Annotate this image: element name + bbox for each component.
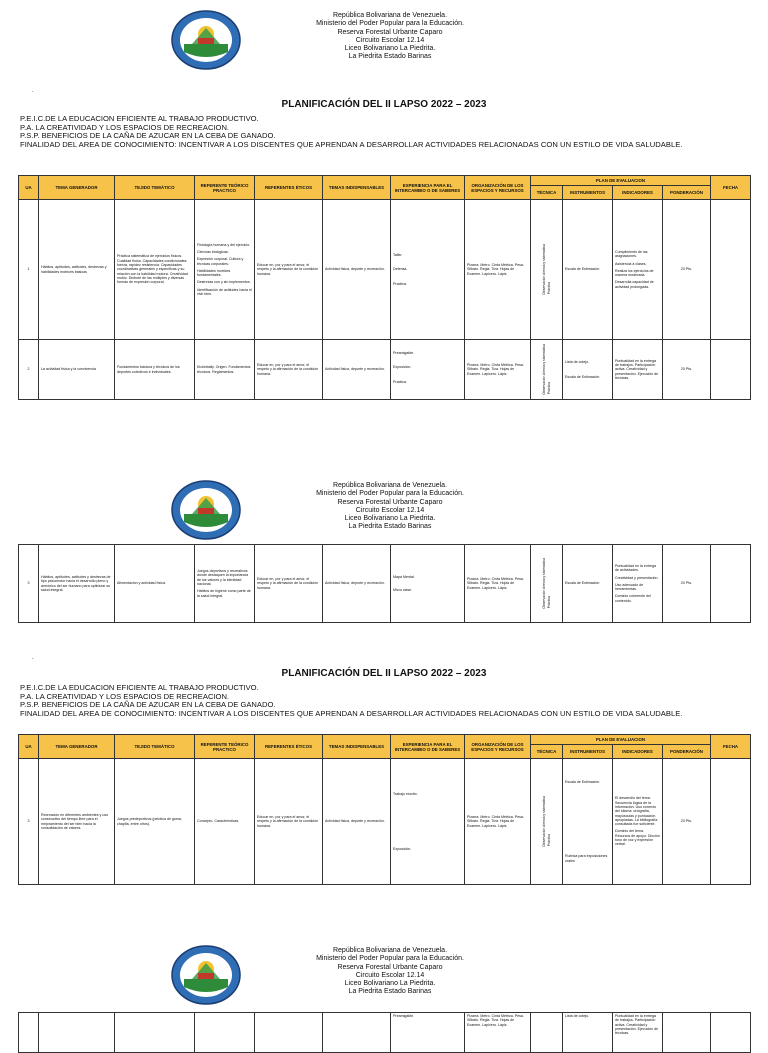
institution-line: Circuito Escolar 12.14 <box>355 971 425 979</box>
cell-experiencia: Preamigable. <box>391 1013 465 1053</box>
cell-eticos: Educar en, por y para el amor, el respeto y la afirmación de la condición humana. <box>255 759 323 885</box>
school-logo-emblem <box>170 943 242 1007</box>
cell-ponderacion: 20 Pts. <box>663 759 711 885</box>
teorico-item: Juegos deportivos y recreativos donde destaquen la importancia de los valores y la identidad nacional. <box>197 569 249 586</box>
indicador-item: Uso adecuado de herramientas. <box>615 582 644 592</box>
experiencia-item: Mapa Mental. <box>393 575 415 580</box>
cell-fecha <box>711 200 751 340</box>
indicador-item: Dominio coherente del contenido. <box>615 594 651 603</box>
cell-fecha <box>711 1013 751 1053</box>
indicador-item: Dominio del tema. Recursos de apoyo. Dicción tono de voz y expresión verbal. <box>615 829 660 847</box>
cell-ua: 1 <box>19 200 39 340</box>
cell-tejido: Juegos predeportivos (pelotica de goma, chapita, entre otros). <box>115 759 195 885</box>
page-title: PLANIFICACIÓN DEL II LAPSO 2022 – 2023 <box>281 668 487 679</box>
cell-experiencia <box>391 545 465 623</box>
cell-eticos: Educar en, por y para el amor, el respeto y la afirmación de la condición humana. <box>255 340 323 400</box>
cell-ua: 2 <box>19 340 39 400</box>
header-ua: UA <box>19 735 39 759</box>
cell-tecnica <box>531 340 563 400</box>
experiencia-item: Practica. <box>393 379 407 384</box>
institution-line: Liceo Bolivariano La Piedrita. <box>344 45 436 53</box>
cell-teorico: Concepto. Características <box>195 759 255 885</box>
psp-line: P.S.P. BENEFICIOS DE LA CAÑA DE AZUCAR EN LA CEBA DE GANADO. <box>20 700 276 710</box>
institution-line: Circuito Escolar 12.14 <box>355 506 425 514</box>
institution-line: Liceo Bolivariano La Piedrita. <box>344 515 436 523</box>
institution-text <box>290 482 490 532</box>
teorico-item: Ciencias biológicas. <box>197 249 229 254</box>
header-plan: PLAN DE EVALUACION <box>531 176 711 186</box>
cell-instrumentos: Lista de cotejo. <box>563 1013 613 1053</box>
header-indicadores: INDICADORES <box>613 186 663 200</box>
tecnica-text: Observación directa y sistemática <box>541 243 546 295</box>
cell-recursos: Pizarra. Metro. Cinta Métrica. Pesa. Silbato. Regla. Tiza. Hojas de Examen. Lapicero. Lápiz. <box>465 1013 531 1053</box>
cell-tecnica <box>531 200 563 340</box>
finalidad-line: FINALIDAD DEL AREA DE CONOCIMIENTO: INCENTIVAR A LOS DISCENTES QUE APRENDAN A DESARROLLAR ACTIVIDADES RELACIONADAS CON UN ESTILO DE VIDA SALUDABLE. <box>20 708 683 718</box>
cell-temas <box>323 1013 391 1053</box>
planning-meta <box>20 115 750 149</box>
institution-line: Reserva Forestal Urbante Caparo <box>337 28 443 36</box>
experiencia-item: Practica. <box>393 281 407 286</box>
cell-tema: Recreación en diferentes ambientes y uso constructivo del tiempo libre para el mejoramiento del ser bien hacia la consolidación de valores. <box>39 759 115 885</box>
cell-eticos: Educar en, por y para el amor, el respeto y la afirmación de la condición humana. <box>255 200 323 340</box>
cell-ua: 3 <box>19 759 39 885</box>
planning-table <box>18 175 751 400</box>
teorico-item: Hábitos de higiene como parte de la salud integral. <box>197 589 251 598</box>
experiencia-item: Taller. <box>393 253 403 258</box>
institution-line: La Piedrita Estado Barinas <box>348 988 432 996</box>
experiencia-item: Exposición. <box>393 365 412 370</box>
cell-indicadores: Puntualidad en la entrega de trabajos. Participación activa. Creatividad y presentación. Ejecución de técnicas. <box>613 1013 663 1053</box>
tecnica-text: Observación directa y sistemática <box>541 795 546 847</box>
header-fecha: FECHA <box>711 176 751 200</box>
teorico-item: Destrezas con y sin implementos. <box>197 280 251 285</box>
institution-line: República Bolivariana de Venezuela. <box>332 12 448 19</box>
instrumento-item: Rubrica para exposiciones orales <box>565 854 608 863</box>
cell-tejido <box>115 1013 195 1053</box>
pa-line: P.A. LA CREATIVIDAD Y LOS ESPACIOS DE RECREACION. <box>20 691 230 701</box>
cell-fecha <box>711 759 751 885</box>
cell-tejido: Alimentación y actividad física. <box>115 545 195 623</box>
header-ref-eticos: REFERENTES ÉTICOS <box>255 176 323 200</box>
institution-line: Reserva Forestal Urbante Caparo <box>337 963 443 971</box>
institution-line: República Bolivariana de Venezuela. <box>332 947 448 954</box>
planning-table <box>18 734 751 885</box>
indicador-item: Puntualidad en la entrega de actividades. <box>615 563 656 573</box>
tecnica-text: Observación directa y sistemática <box>541 343 546 395</box>
cell-tema: Hábitos, aptitudes, actitudes, destrezas y habilidades motrices básicas <box>39 200 115 340</box>
cell-indicadores <box>613 759 663 885</box>
cell-tema: Hábitos, aptitudes, actitudes y destrezas de tipo psicomotor hacia el desarrollo pleno y armónico del ser humano para optimizar su salud integral. <box>39 545 115 623</box>
cell-recursos: Pizarra. Metro. Cinta Métrica. Pesa. Silbato. Regla. Tiza. Hojas de Examen. Lapicero. Lápiz. <box>465 759 531 885</box>
header-plan: PLAN DE EVALUACION <box>531 735 711 745</box>
cell-temas: Actividad física, deporte y recreación. <box>323 545 391 623</box>
cell-ua: 3 <box>19 545 39 623</box>
cell-ponderacion: 20 Pts. <box>663 545 711 623</box>
experiencia-item: Defensa. <box>393 267 408 272</box>
header-temas: TEMAS INDISPENSABLES <box>323 735 391 759</box>
stray-mark: . <box>32 88 34 94</box>
cell-experiencia <box>391 200 465 340</box>
table-row <box>19 759 751 885</box>
header-experiencia: EXPERIENCIA PARA EL INTERCAMBIO O DE SABERES <box>391 176 465 200</box>
practica-text: Práctica <box>547 281 551 295</box>
institution-line: Circuito Escolar 12.14 <box>355 36 425 44</box>
header-tecnica: TÉCNICA <box>531 186 563 200</box>
pa-line: P.A. LA CREATIVIDAD Y LOS ESPACIOS DE RECREACION. <box>20 122 230 132</box>
table-row <box>19 340 751 400</box>
header-ponderacion: PONDERACIÓN <box>663 745 711 759</box>
cell-indicadores: Puntualidad en la entrega de trabajos. Participación activa. Creatividad y presentación. Ejecución de técnicas. <box>613 340 663 400</box>
cell-tecnica <box>531 545 563 623</box>
header-tejido: TEJIDO TEMÁTICO <box>115 176 195 200</box>
cell-temas: Actividad física, deporte y recreación. <box>323 200 391 340</box>
cell-tema <box>39 1013 115 1053</box>
institution-line: Ministerio del Poder Popular para la Educación. <box>316 20 464 28</box>
peic-line: P.E.I.C.DE LA EDUCACION EFICIENTE AL TRABAJO PRODUCTIVO. <box>20 114 259 123</box>
institution-text <box>290 12 490 62</box>
header-organizacion: ORGANIZACIÓN DE LOS ESPACIOS Y RECURSOS <box>465 176 531 200</box>
table-row <box>19 545 751 623</box>
experiencia-item: Trabajo escrito. <box>393 792 418 797</box>
cell-recursos: Pizarra. Metro. Cinta Métrica. Pesa. Silbato. Regla. Tiza. Hojas de Examen. Lapicero. Lápiz. <box>465 340 531 400</box>
cell-fecha <box>711 340 751 400</box>
indicador-item: Cumplimiento de las asignaciones. <box>615 249 648 259</box>
header-instrumentos: INSTRUMENTOS <box>563 186 613 200</box>
institution-line: Reserva Forestal Urbante Caparo <box>337 498 443 506</box>
header-ref-teorico: REFERENTE TEÓRICO PRACTICO <box>195 176 255 200</box>
header-fecha: FECHA <box>711 735 751 759</box>
instrumento-item: Escala de Estimación <box>565 780 600 785</box>
header-tema: TEMA GENERADOR <box>39 176 115 200</box>
cell-tecnica <box>531 759 563 885</box>
cell-recursos: Pizarra. Metro. Cinta Métrica. Pesa. Silbato. Regla. Tiza. Hojas de Examen. Lapicero. Lápiz. <box>465 545 531 623</box>
cell-indicadores <box>613 200 663 340</box>
cell-instrumentos <box>563 340 613 400</box>
cell-tejido: Fundamentos básicos y técnicos de los deportes colectivos e individuales. <box>115 340 195 400</box>
planning-meta <box>20 684 750 718</box>
practica-text: Práctica <box>547 595 551 609</box>
cell-teorico: Kickinbally. Origen. Fundamentos técnicos. Reglamentos. <box>195 340 255 400</box>
cell-fecha <box>711 545 751 623</box>
cell-ponderacion: 20 Pts. <box>663 340 711 400</box>
institution-line: Ministerio del Poder Popular para la Educación. <box>316 955 464 963</box>
institution-line: Liceo Bolivariano La Piedrita. <box>344 980 436 988</box>
header-ref-eticos: REFERENTES ÉTICOS <box>255 735 323 759</box>
teorico-item: Identificación de actitudes hacia el vivir bien. <box>197 287 252 297</box>
stray-mark: . <box>32 655 34 661</box>
institution-line: Ministerio del Poder Popular para la Educación. <box>316 490 464 498</box>
cell-tema: La actividad física y la convivencia <box>39 340 115 400</box>
header-experiencia: EXPERIENCIA PARA EL INTERCAMBIO O DE SABERES <box>391 735 465 759</box>
practica-text: Práctica <box>547 833 551 847</box>
cell-teorico <box>195 1013 255 1053</box>
page-title: PLANIFICACIÓN DEL II LAPSO 2022 – 2023 <box>281 99 487 110</box>
cell-indicadores <box>613 545 663 623</box>
institution-line: República Bolivariana de Venezuela. <box>332 482 448 489</box>
cell-instrumentos <box>563 759 613 885</box>
institution-header <box>0 0 768 90</box>
header-ponderacion: PONDERACIÓN <box>663 186 711 200</box>
header-temas: TEMAS INDISPENSABLES <box>323 176 391 200</box>
cell-eticos: Educar en, por y para el amor, el respeto y la afirmación de la condición humana. <box>255 545 323 623</box>
indicador-item: Realiza los ejercicios de manera moderada. <box>615 268 654 278</box>
experiencia-item: Preamigable. <box>393 351 415 356</box>
cell-temas: Actividad física, deporte y recreación. <box>323 340 391 400</box>
finalidad-line: FINALIDAD DEL AREA DE CONOCIMIENTO: INCENTIVAR A LOS DISCENTES QUE APRENDAN A DESARROLLAR ACTIVIDADES RELACIONADAS CON UN ESTILO DE VIDA SALUDABLE. <box>20 139 683 149</box>
header-tema: TEMA GENERADOR <box>39 735 115 759</box>
cell-instrumentos: Escala de Estimación <box>563 545 613 623</box>
cell-temas: Actividad física, deporte y recreación. <box>323 759 391 885</box>
teorico-item: Fisiología humana y del ejercicio. <box>197 242 251 247</box>
table-row <box>19 200 751 340</box>
header-tejido: TEJIDO TEMÁTICO <box>115 735 195 759</box>
header-instrumentos: INSTRUMENTOS <box>563 745 613 759</box>
table-row <box>19 1013 751 1053</box>
institution-line: La Piedrita Estado Barinas <box>348 53 432 61</box>
school-logo-emblem <box>170 8 242 72</box>
cell-tejido: Práctica sistemática de ejercicios físicos. Cualidad física. Capacidades condicionales: fuerza, rapidez resistencia. Capacidades coordinativas generales y específicas y su relación con la habilidad motora. Creatividad motriz. Disfrute de las múltiples y diversas formas de expresión corporal. <box>115 200 195 340</box>
indicador-item: El desarrollo del tema. Secuencia lógica de la información. Uso correcto del idioma: ortografía, mayúsculas y puntuación apropiadas. La bibliografía consultada fue suficiente. <box>615 796 658 827</box>
header-tecnica: TÉCNICA <box>531 745 563 759</box>
cell-tecnica <box>531 1013 563 1053</box>
cell-ua <box>19 1013 39 1053</box>
cell-experiencia <box>391 759 465 885</box>
header-ref-teorico: REFERENTE TEÓRICO PRACTICO <box>195 735 255 759</box>
cell-teorico <box>195 545 255 623</box>
cell-experiencia <box>391 340 465 400</box>
planning-table-continued <box>18 544 751 623</box>
institution-text <box>290 947 490 997</box>
cell-eticos <box>255 1013 323 1053</box>
psp-line: P.S.P. BENEFICIOS DE LA CAÑA DE AZUCAR EN LA CEBA DE GANADO. <box>20 131 276 141</box>
cell-ponderacion <box>663 1013 711 1053</box>
cell-ponderacion: 20 Pts. <box>663 200 711 340</box>
tecnica-text: Observación directa y sistemática <box>541 557 546 609</box>
header-indicadores: INDICADORES <box>613 745 663 759</box>
cell-recursos: Pizarra. Metro. Cinta Métrica. Pesa. Silbato. Regla. Tiza. Hojas de Examen. Lapicero. Lápiz. <box>465 200 531 340</box>
instrumento-item: Escala de Estimación <box>565 374 600 379</box>
teorico-item: Expresión corporal. Cultura y técnicas corporales. <box>197 257 244 266</box>
indicador-item: Asistencia a clases. <box>615 261 647 266</box>
practica-text: Práctica <box>547 381 551 395</box>
header-ua: UA <box>19 176 39 200</box>
header-organizacion: ORGANIZACIÓN DE LOS ESPACIOS Y RECURSOS <box>465 735 531 759</box>
experiencia-item: Exposición. <box>393 846 412 851</box>
planning-table-continued <box>18 1012 751 1053</box>
institution-line: La Piedrita Estado Barinas <box>348 523 432 531</box>
experiencia-item: Micro clase. <box>393 587 413 592</box>
indicador-item: Creatividad y presentación. <box>615 575 659 580</box>
teorico-item: Habilidades motrices fundamentales. <box>197 268 231 278</box>
instrumento-item: Lista de cotejo. <box>565 360 590 365</box>
cell-teorico <box>195 200 255 340</box>
peic-line: P.E.I.C.DE LA EDUCACION EFICIENTE AL TRABAJO PRODUCTIVO. <box>20 683 259 692</box>
school-logo-emblem <box>170 478 242 542</box>
cell-instrumentos: Escala de Estimación <box>563 200 613 340</box>
indicador-item: Desarrolla capacidad de actividad prolongada. <box>615 280 654 289</box>
